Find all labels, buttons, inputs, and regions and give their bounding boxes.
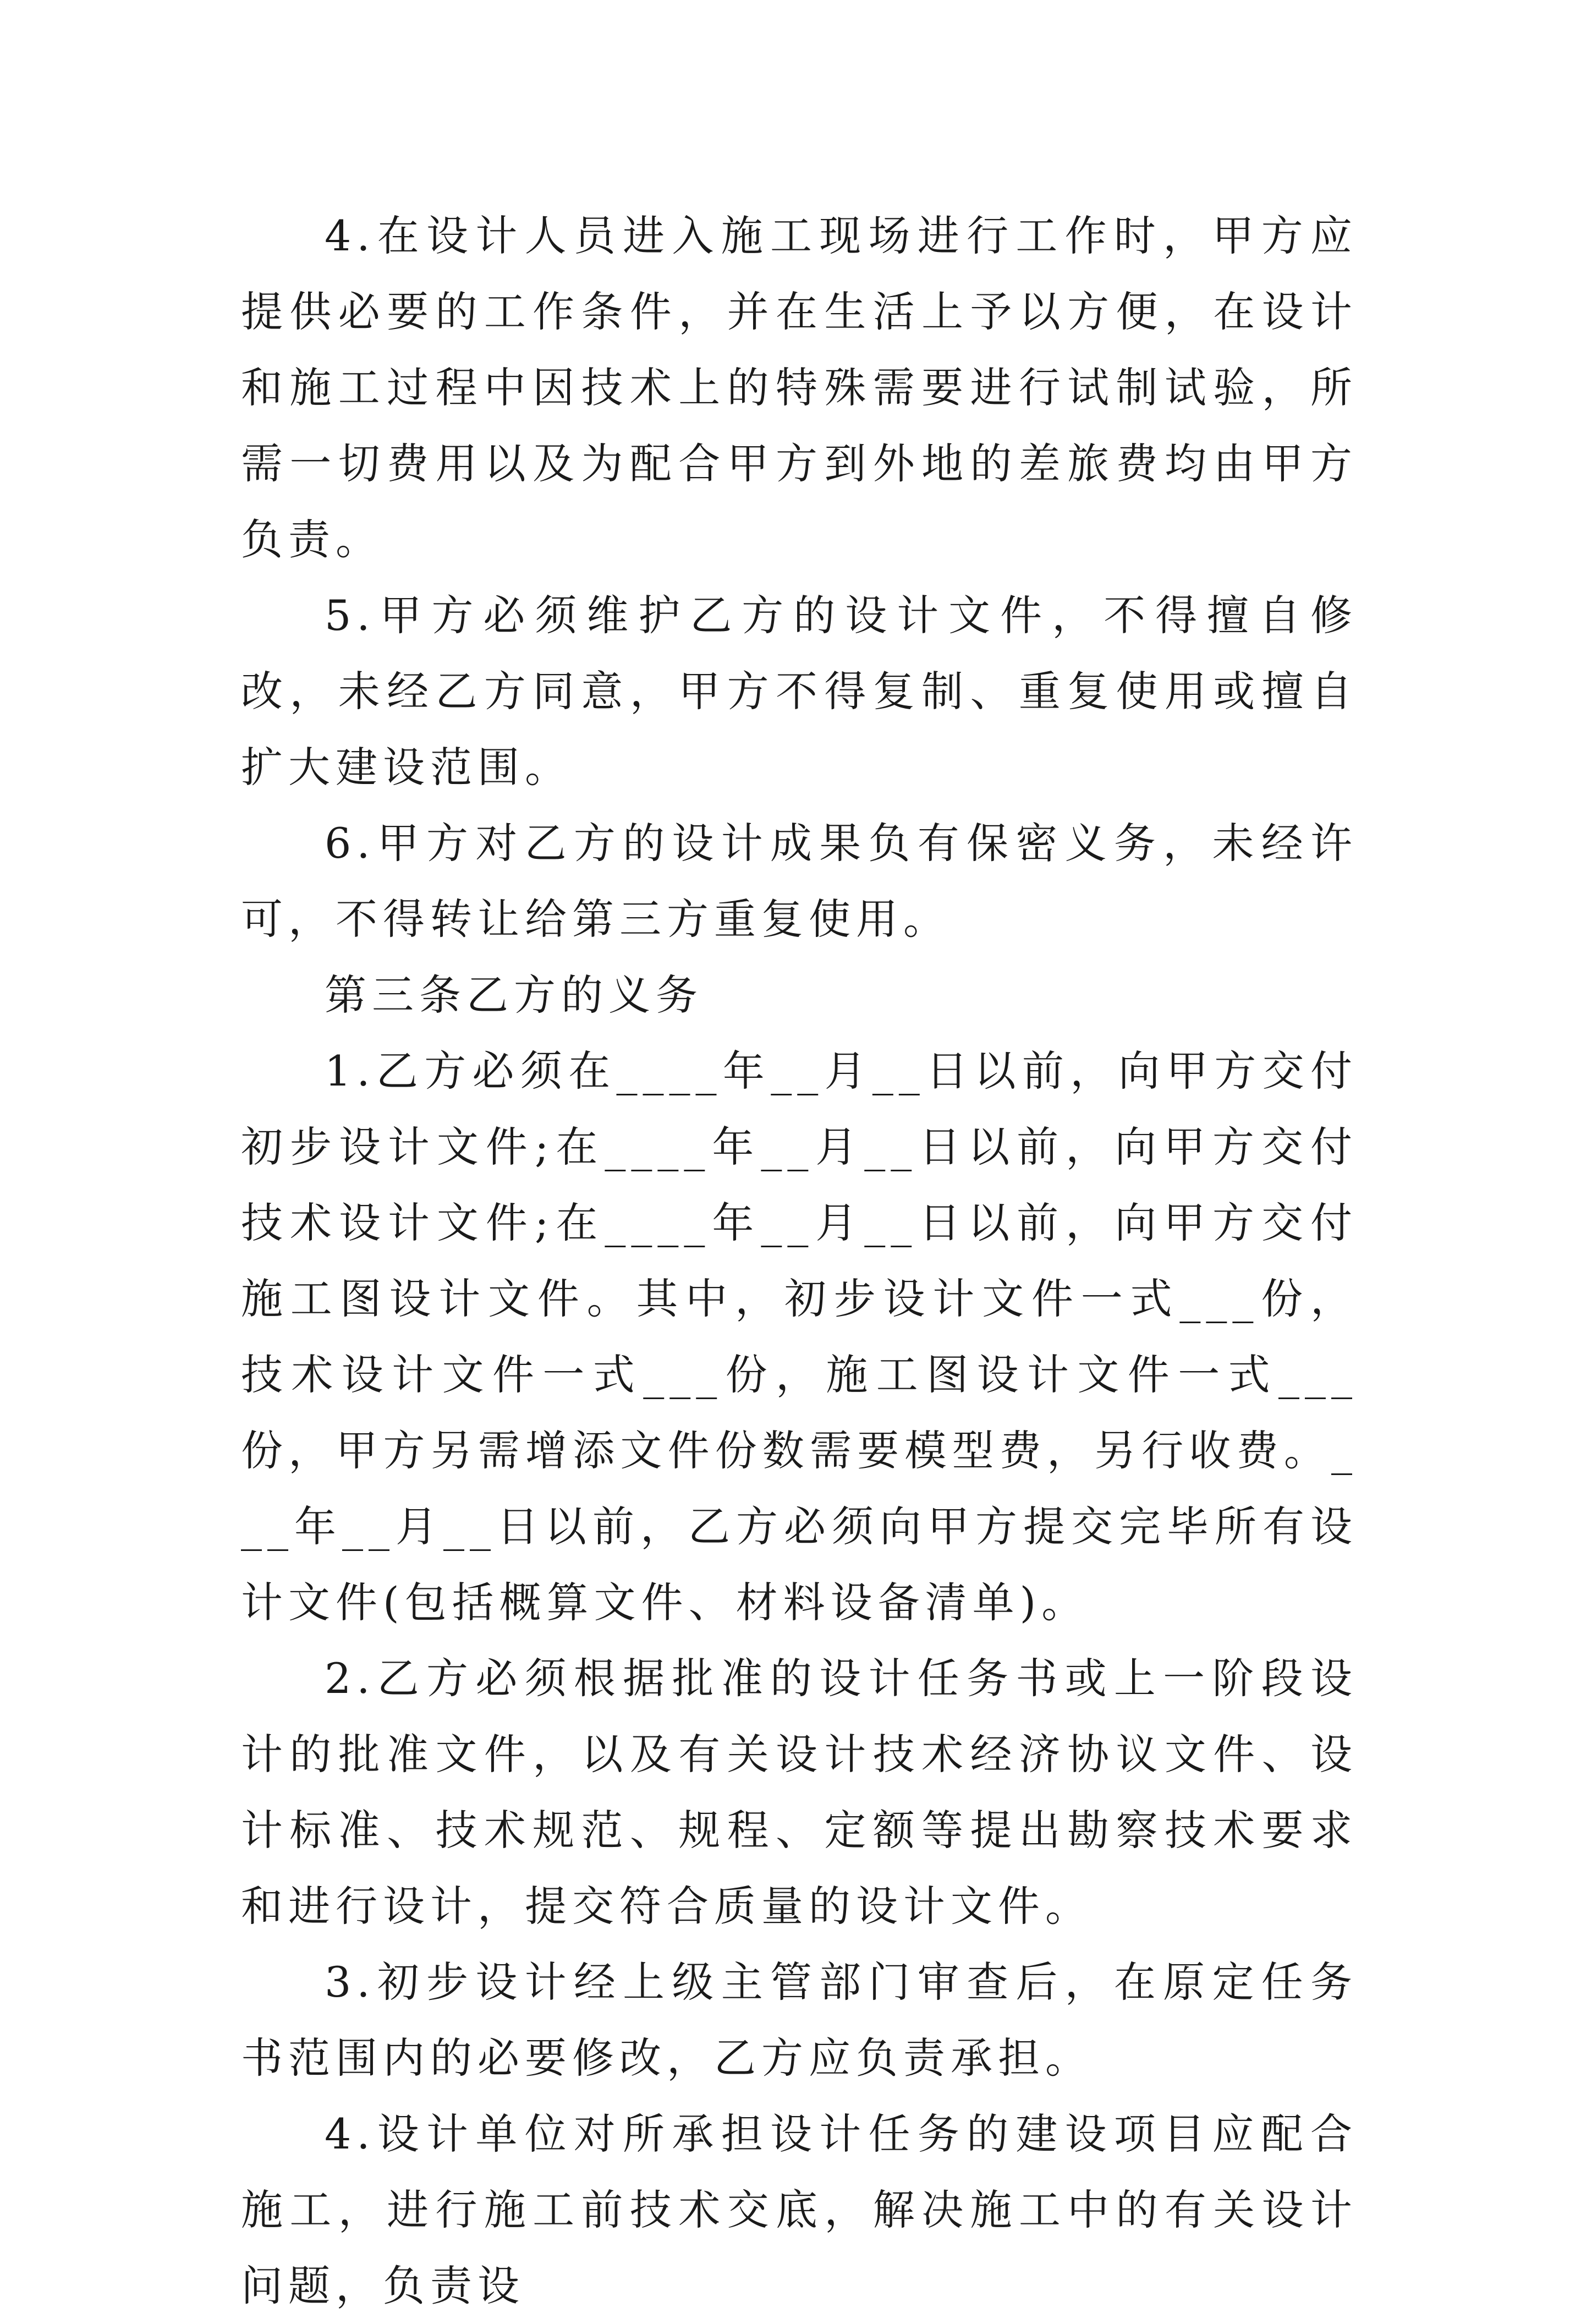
paragraph-clause-4: 4.在设计人员进入施工现场进行工作时，甲方应提供必要的工作条件，并在生活上予以方便，在设计和施工过程中因技术上的特殊需要进行试制试验，所需一切费用以及为配合甲方到外地的差旅费均由甲方负责。 [241, 211, 1358, 564]
paragraph-clause-6: 6.甲方对乙方的设计成果负有保密义务，未经许可，不得转让给第三方重复使用。 [241, 819, 1358, 944]
section-heading-article-3: 第三条乙方的义务 [325, 971, 703, 1020]
paragraph-obligation-1: 1.乙方必须在____年__月__日以前，向甲方交付初步设计文件;在____年__月__日以前，向甲方交付技术设计文件;在____年__月__日以前，向甲方交付施工图设计文件。其中，初步设计文件一式___份，技术设计文件一式___份，施工图设计文件一式___份，甲方另需增添文件份数需要模型费，另行收费。___年__月__日以前，乙方必须向甲方提交完毕所有设计文件(包括概算文件、材料设备清单)。 [241, 1046, 1358, 1627]
paragraph-obligation-3: 3.初步设计经上级主管部门审查后，在原定任务书范围内的必要修改，乙方应负责承担。 [241, 1958, 1358, 2082]
paragraph-obligation-2: 2.乙方必须根据批准的设计任务书或上一阶段设计的批准文件，以及有关设计技术经济协议文件、设计标准、技术规范、规程、定额等提出勘察技术要求和进行设计，提交符合质量的设计文件。 [241, 1654, 1358, 1931]
paragraph-clause-5: 5.甲方必须维护乙方的设计文件，不得擅自修改，未经乙方同意，甲方不得复制、重复使用或擅自扩大建设范围。 [241, 591, 1358, 792]
document-body [241, 198, 1358, 2324]
paragraph-obligation-4: 4.设计单位对所承担设计任务的建设项目应配合施工，进行施工前技术交底，解决施工中的有关设计问题，负责设 [241, 2109, 1358, 2310]
